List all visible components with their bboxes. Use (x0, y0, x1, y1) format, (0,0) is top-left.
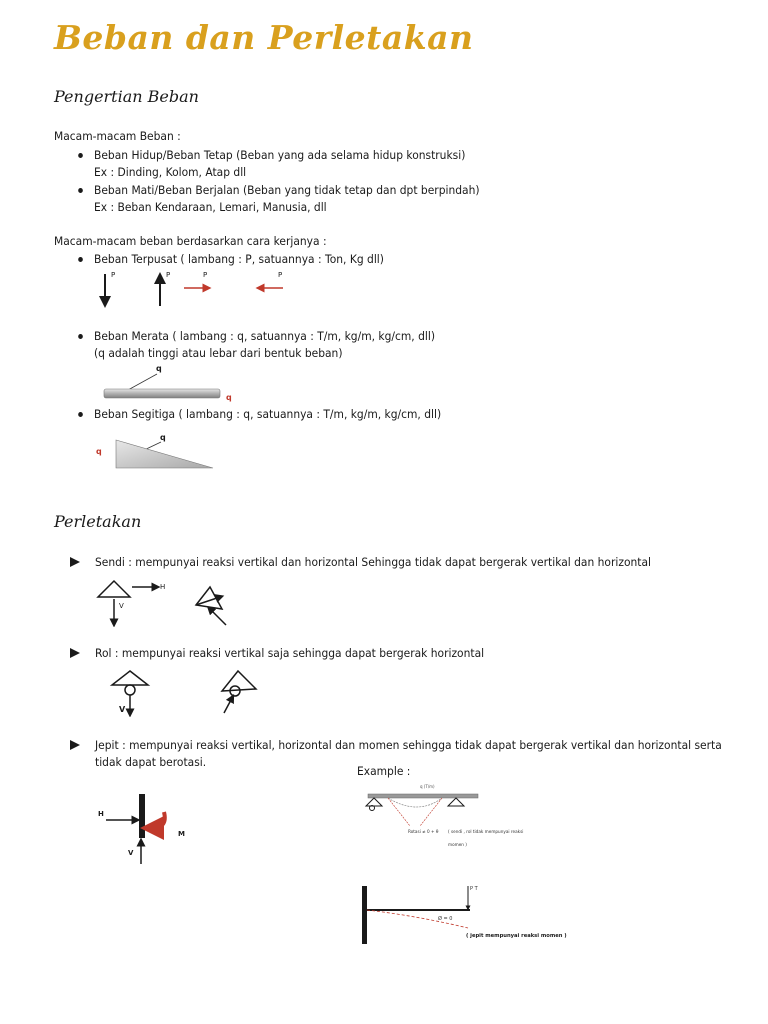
example2-note: ( jepit mempunyai reaksi momen ) (466, 933, 567, 939)
fixed-wall-icon (139, 794, 145, 838)
section-heading-pengertian: Pengertian Beban (54, 87, 199, 106)
example1-rot-label: Rotasi ≠ 0 + θ (408, 829, 439, 834)
triangular-load-figure (92, 428, 222, 472)
label-q: q (96, 447, 102, 456)
merata-note: (q adalah tinggi atau lebar dari bentuk beban) (94, 346, 343, 360)
example-label: Example : (357, 764, 411, 778)
label-q: q (226, 393, 232, 402)
jepit-text-line2: tidak dapat berotasi. (95, 755, 207, 769)
pin-support-figure (92, 575, 242, 627)
pin-support-icon (98, 581, 130, 597)
uniform-load-figure (100, 360, 240, 402)
label-p: P (111, 271, 116, 279)
label-v: V (119, 602, 124, 610)
triangle-bullet-icon (70, 648, 80, 658)
cara-label: Macam-macam beban berdasarkan cara kerjanya : (54, 234, 327, 248)
triangle-bullet-icon (70, 740, 80, 750)
label-p: P (278, 271, 283, 279)
fixed-wall-icon (362, 886, 367, 944)
example1-top-label: q (T/m) (420, 784, 435, 789)
label-h: H (98, 810, 104, 818)
label-q: q (160, 433, 166, 442)
list-item-example: Ex : Beban Kendaraan, Lemari, Manusia, dll (94, 200, 327, 214)
triangle-bullet-icon (70, 557, 80, 567)
fixed-support-figure (94, 788, 204, 864)
rol-text: Rol : mempunyai reaksi vertikal saja sehingga dapat bergerak horizontal (95, 646, 485, 660)
label-h: H (160, 583, 166, 591)
moment-arrow-icon (152, 812, 165, 828)
section-heading-perletakan: Perletakan (54, 512, 142, 531)
example2-load-label: P T (470, 886, 478, 892)
list-item: Beban Merata ( lambang : q, satuannya : T/m, kg/m, kg/cm, dll) (94, 329, 436, 343)
page-title: Beban dan Perletakan (54, 18, 474, 57)
label-p: P (203, 271, 208, 279)
jepit-text-line1: Jepit : mempunyai reaksi vertikal, horizontal dan momen sehingga tidak dapat bergerak vertikal dan horizontal serta (95, 738, 722, 752)
list-item-example: Ex : Dinding, Kolom, Atap dll (94, 165, 247, 179)
list-item: Beban Segitiga ( lambang : q, satuannya : T/m, kg/m, kg/cm, dll) (94, 407, 442, 421)
example1-note1: ( sendi , rol tidak mempunyai reaksi (448, 829, 524, 834)
label-v: V (119, 705, 126, 714)
uniform-load-bar (104, 389, 220, 398)
label-p: P (166, 271, 171, 279)
example1-note2: momen ) (448, 842, 467, 847)
roller-support-icon (112, 671, 148, 685)
label-m: M (178, 830, 185, 838)
example-cantilever-figure (358, 880, 590, 946)
list-item: Beban Terpusat ( lambang : P, satuannya : Ton, Kg dll) (94, 252, 384, 266)
list-item: Beban Mati/Beban Berjalan (Beban yang tidak tetap dan dpt berpindah) (94, 183, 480, 197)
macam-label: Macam-macam Beban : (54, 129, 181, 143)
example-simple-beam-figure (358, 780, 558, 852)
label-v: V (128, 849, 134, 857)
list-item: Beban Hidup/Beban Tetap (Beban yang ada selama hidup konstruksi) (94, 148, 466, 162)
point-load-figure (95, 268, 295, 310)
label-q: q (156, 364, 162, 373)
sendi-text: Sendi : mempunyai reaksi vertikal dan horizontal Sehingga tidak dapat bergerak vertikal dan horizontal (95, 555, 651, 569)
triangular-load-shape (116, 440, 213, 468)
example2-theta-label: Ø = 0 (438, 916, 453, 922)
beam-icon (368, 794, 478, 798)
roller-support-figure (92, 665, 272, 717)
